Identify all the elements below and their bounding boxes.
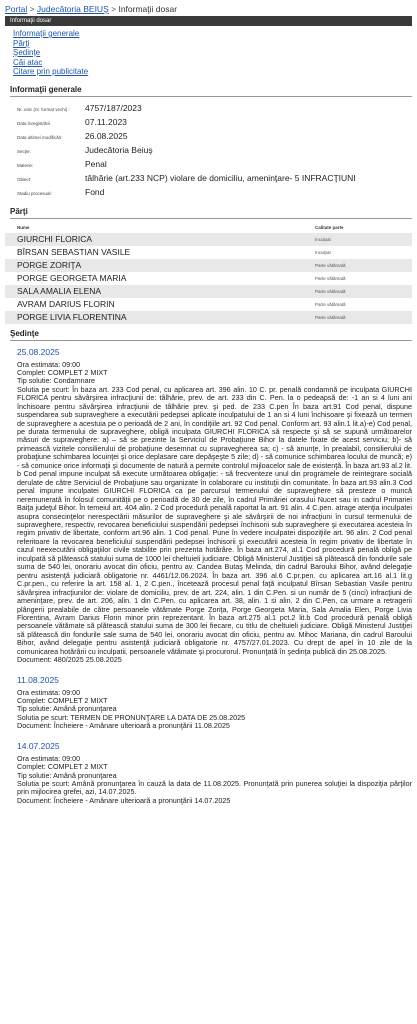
hearing-item xyxy=(17,347,412,665)
party-role: Inculpat xyxy=(315,249,331,255)
hearing-complet: Complet: COMPLET 2 MIXT xyxy=(17,762,108,772)
info-value: Judecătoria Beiuş xyxy=(85,144,153,155)
info-table xyxy=(5,97,412,201)
parti-section-title: Părţi xyxy=(10,207,412,219)
table-row xyxy=(5,272,412,285)
info-label: Nr. unic (nr. format vechi) : xyxy=(17,106,70,112)
party-name: PORGE GEORGETA MARIA xyxy=(17,273,127,283)
info-value: tâlhărie (art.233 NCP) violare de domiciliu, ameninţare- 5 INFRACŢIUNI xyxy=(85,172,356,183)
hearing-ora: Ora estimata: 09:00 xyxy=(17,687,81,697)
party-role: Inculpat xyxy=(315,236,331,242)
info-row xyxy=(17,131,412,145)
hearing-date: 25.08.2025 xyxy=(17,346,60,357)
breadcrumb xyxy=(5,0,412,16)
info-row xyxy=(17,187,412,201)
nav-link-citare[interactable]: Citare prin publicitate xyxy=(13,67,89,76)
table-row xyxy=(5,311,412,324)
hearing-document: Document: Încheiere - Amânare ulterioară a pronunţării 11.08.2025 xyxy=(17,721,230,731)
table-row xyxy=(5,259,412,272)
parti-col-calitate: Calitate parte xyxy=(315,225,344,230)
info-value: Penal xyxy=(85,158,107,169)
parti-table xyxy=(5,233,412,324)
table-row xyxy=(5,233,412,246)
hearing-date: 14.07.2025 xyxy=(17,740,60,751)
party-role: Parte vătămată xyxy=(315,301,346,307)
party-role: Parte vătămată xyxy=(315,262,346,268)
party-role: Parte vătămată xyxy=(315,275,346,281)
parti-table-header xyxy=(5,219,412,233)
info-label: Materie: xyxy=(17,162,34,168)
info-value: 26.08.2025 xyxy=(85,130,128,141)
info-row xyxy=(17,103,412,117)
hearing-solutie: Solutia pe scurt: TERMEN DE PRONUNŢARE LA DATA DE 25.08.2025 xyxy=(17,712,246,722)
party-role: Parte vătămată xyxy=(315,314,346,320)
hearing-ora: Ora estimata: 09:00 xyxy=(17,359,81,369)
info-value: 4757/187/2023 xyxy=(85,102,142,113)
hearing-tip-solutie: Tip solutie: Amână pronunţarea xyxy=(17,770,117,780)
hearing-ora: Ora estimata: 09:00 xyxy=(17,753,81,763)
party-name: GIURCHI FLORICA xyxy=(17,234,93,244)
table-row xyxy=(5,298,412,311)
party-role: Parte vătămată xyxy=(315,288,346,294)
info-label: Secţie: xyxy=(17,148,31,154)
info-value: Fond xyxy=(85,186,105,197)
hearing-complet: Complet: COMPLET 2 MIXT xyxy=(17,367,108,377)
info-row xyxy=(17,173,412,187)
breadcrumb-current: Informaţii dosar xyxy=(118,4,178,14)
table-row xyxy=(5,285,412,298)
nav-link-sedinte[interactable]: Şedinţe xyxy=(13,48,41,57)
nav-link-cai-atac[interactable]: Căi atac xyxy=(13,57,43,67)
party-name: PORGE ZORIŢA xyxy=(17,260,82,270)
breadcrumb-separator: > xyxy=(29,4,37,14)
party-name: SALA AMALIA ELENA xyxy=(17,286,102,296)
breadcrumb-separator: > xyxy=(111,4,119,14)
info-label: Stadiu procesual: xyxy=(17,190,52,196)
nav-link-parti[interactable]: Părţi xyxy=(13,38,30,48)
info-label: Obiect: xyxy=(17,176,32,182)
info-label: Data înregistrării xyxy=(17,120,51,126)
hearing-document: Document: 480/2025 25.08.2025 xyxy=(17,655,122,665)
section-nav xyxy=(5,26,412,77)
info-row xyxy=(17,159,412,173)
hearing-solutie: Solutia pe scurt: Amână pronunţarea în cauză la data de 11.08.2025. Pronunţată prin punerea soluţiei la dispoziţia părţilor prin mijlocirea grefei, azi, 14.07.2025. xyxy=(17,778,412,797)
breadcrumb-portal-link[interactable]: Portal xyxy=(5,4,28,14)
info-value: 07.11.2023 xyxy=(85,116,127,127)
nav-link-informatii-generale[interactable]: Informaţii generale xyxy=(13,29,80,38)
hearings-list xyxy=(17,341,412,806)
info-section-title: Informaţii generale xyxy=(10,85,412,97)
hearing-solutie: Solutia pe scurt: În baza art. 233 Cod penal, cu aplicarea art. 396 alin. 10 C. pr. penală condamnă pe inculpata GIURCHI FLORICA pentru săvârşirea infracţiunii de: tâlhărie, prev. de art. 233 din C. Pen. la o pedeapsă de: -1 an si 4 luni ani închisoare pentru săvârşirea infracţiunii de tâlhărie prev. şi ped. de 233 C.pen În baza art.91 Cod penal, dispune suspendarea sub supraveghere a executării pedepsei aplicate inculpatului de 1 an si 4 luni închisoare şi fixează un termen de supraveghere a acestuia pe o perioadă de 2 ani, în condiţiile art. 92 Cod penal. Conform art. 93 alin.1 lit.a)-e) Cod penal, pe durata termenului de supraveghere, obligă inculpata GIURCHI FLORICA să respecte şi să se supună următoarelor măsuri de supraveghere: a) – să se prezinte la Serviciul de Probaţiune Bihor la datele fixate de acest serviciu; b)- să primească vizitele consilierului de probaţiune desemnat cu supravegherea sa; c) - să anunţe, în prealabil, consilierului de probaţiune schimbarea locuinţei şi orice deplasare care depăşeşte 5 zile; d) - să comunice schimbarea locului de muncă; e) - să comunice orice informaţii şi documente de natură a permite controlul mijloacelor sale de existenţă. În baza art.93 al.2 lit. b Cod penal impune inculpat să execute următoarea obligaţie: - să frecventeze unul din programele de reintegrare socială derulate de către Serviciul de Probaţiune sau organizate în colaborare cu instituţii din comunitate. În baza art.93 alin.3 Cod penal impune inculpatei GIURCHI FLORICA ca pe parcursul termenului de supraveghere să presteze o muncă neremunerată în folosul comunităţii pe o perioadă de 30 de zile, în cadrul Primăriei orasului Nucet sau in cadrul Primariei Baiţa judeţul Bihor. În temeiul art. 404 alin. 2 Cod procedură penală raportat la art. 91 alin. 4 C.pen. atrage atenţia inculpatei asupra consecinţelor nerespectării măsurilor de supraveghere şi ale săvârşirii de noi infracţiuni în cursul termenului de supraveghere, respectiv, revocarea beneficiului suspendării pedepsei închisorii sub supraveghere şi executarea acesteia în regim privativ de libertate, conform art.96 alin. 1 Cod penal. Pune în vedere inculpatei dispoziţiile art. 96 alin. 2 Cod penal referitoare la revocarea beneficiului suspendării pedepsei închisorii şi executării acesteia în regim privativ de libertate în cazul neexecutării obligaţiilor civile stabilite prin prezenta hotărâre. În baza art.274, al.1 Cod procedură penală obligă pe inculpată să plătească statului suma de 1000 lei cheltuieli judiciare. Obligă Ministerul Justiţiei să plătească din fondurile sale suma de 540 lei, onorariu avocat din oficiu, pentru av. Candea Butaş Melinda, din cadrul Baroului Bihor, având delegaţie pentru asistenţă judiciară obligatorie nr. 4461/12.06.2024. În baza art. 396 al.6 C.pr.pen. cu aplicarea art.16 al.1 lit.g C.pr.pen., cu referire la art. 158 al. 1, 2 C.pen., încetează procesul penal faţă inculpatul Bîrsan Sebastian Vasile pentru săvârşirea infracţiunilor de: violare de domiciliu, prev. de art. 224, alin. 1 din C.Pen. si un număr de 5 (cinci) infracţiuni de ameninţare, prev. de art. 206, alin. 1 din C.Pen. cu aplicarea art. 38, alin. 1 si alin. 2 din C.Pen, ca urmare a retragerii plângerii prealabile de către persoanele vătămate Porge Zoriţa, Porge Georgeta Maria, Sala Amalia Elen, Porge Livia Florentina, Avram Darius Florin minor prin reprezentant. În baza art.275 al.1 pct.2 lit.b Cod procedură penală obligă persoanele vătămate să plătească statului suma de 300 lei fiecare, cu titlu de cheltuieli judiciare. Obligă Ministerul Justiţiei să plătească din fondurile sale suma de 540 lei, onorariu avocat din oficiu, pentru av. Mihoc Mariana, din cadrul Baroului Bihor, având delegaţie pentru asistenţă judiciară obligatorie nr. 4757/27.01.2023. Cu drept de apel în 10 zile de la comunicarea hotărârii cu inculpatii, persoanele vătămate şi procurorul. Pronunţată în şedinţa publică din 25.08.2025. xyxy=(17,384,412,656)
header-bar: Informaţii dosar xyxy=(5,16,412,26)
table-row xyxy=(5,246,412,259)
info-row xyxy=(17,117,412,131)
hearing-complet: Complet: COMPLET 2 MIXT xyxy=(17,696,108,706)
hearing-date: 11.08.2025 xyxy=(17,674,59,685)
hearing-item xyxy=(17,675,412,731)
info-row xyxy=(17,145,412,159)
breadcrumb-court-link[interactable]: Judecătoria BEIUŞ xyxy=(36,4,109,14)
party-name: BÎRSAN SEBASTIAN VASILE xyxy=(17,247,131,257)
hearing-tip-solutie: Tip solutie: Amână pronunţarea xyxy=(17,704,117,714)
party-name: AVRAM DARIUS FLORIN xyxy=(17,299,115,309)
hearing-item xyxy=(17,741,412,806)
hearing-tip-solutie: Tip solutie: Condamnare xyxy=(17,376,96,386)
parti-col-name: Nume xyxy=(17,225,30,230)
hearing-document: Document: Încheiere - Amânare ulterioară a pronunţării 14.07.2025 xyxy=(17,795,231,805)
sedinte-section-title: Şedinţe xyxy=(10,329,412,341)
info-label: Data ultimei modificări: xyxy=(17,134,63,140)
party-name: PORGE LIVIA FLORENTINA xyxy=(17,312,127,322)
